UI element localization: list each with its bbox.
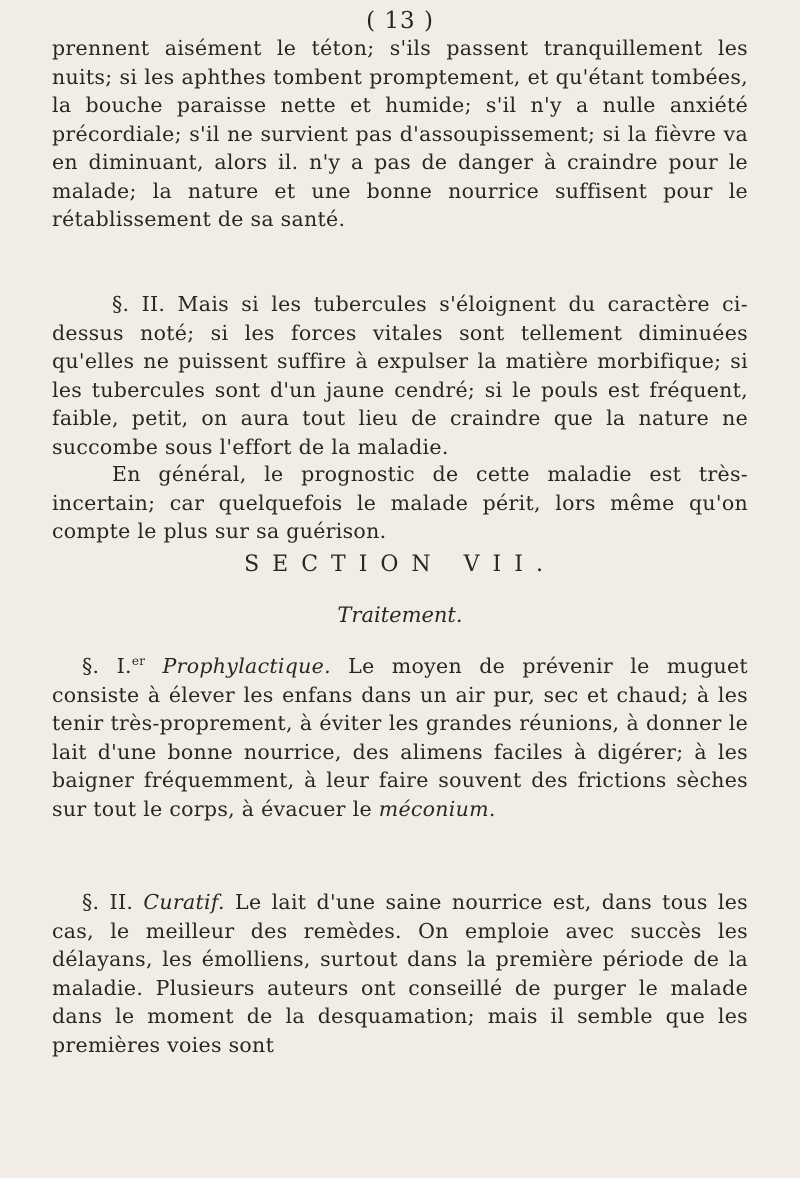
paragraph-prognosis bbox=[52, 460, 748, 546]
paragraph-prognosis-text: En général, le prognostic de cette maladie est très-incertain; car quelquefois le malade périt, lors même qu'on compte le plus sur sa guérison. bbox=[52, 462, 748, 543]
paragraph-prophylactic bbox=[52, 652, 748, 823]
paragraph-prophylactic-text bbox=[52, 652, 748, 823]
paragraph-end: . bbox=[488, 796, 496, 821]
paragraph-section-2-text: §. II. Mais si les tubercules s'éloignent du caractère ci-dessus noté; si les forces vitales sont tellement diminuées qu'elles ne puissent suffire à expulser la matière morbifique; si les tubercules sont d'un jaune cendré; si le pouls est fréquent, faible, petit, on aura tout lieu de craindre que la nature ne succombe sous l'effort de la maladie. bbox=[52, 292, 748, 459]
section-subtitle: Traitement. bbox=[337, 603, 463, 627]
section-heading: SECTION VII. bbox=[244, 552, 556, 577]
paragraph-curative-text bbox=[52, 888, 748, 1059]
paragraph-term: méconium bbox=[378, 796, 489, 821]
paragraph-marker: §. I. bbox=[82, 654, 132, 678]
paragraph-body: Le moyen de prévenir le muguet consiste à élever les enfans dans un air pur, sec et chaud; à les tenir très-proprement, à éviter les grandes réunions, à donner le lait d'une bonne nourrice, des alimens faciles à digérer; à les baigner fréquemment, à leur faire souvent des frictions sèches sur tout le corps, à évacuer le bbox=[52, 654, 748, 821]
paragraph-body: Le lait d'une saine nourrice est, dans tous les cas, le meilleur des remèdes. On emploie avec succès les délayans, les émolliens, surtout dans la première période de la maladie. Plusieurs auteurs ont conseillé de purger le malade dans le moment de la desquamation; mais il semble que les premières voies sont bbox=[52, 890, 748, 1057]
paragraph-title: Prophylactique. bbox=[162, 654, 331, 678]
paragraph-curative bbox=[52, 888, 748, 1059]
paragraph-marker: §. II. bbox=[82, 890, 134, 914]
paragraph-intro bbox=[52, 34, 748, 234]
paragraph-intro-text: prennent aisément le téton; s'ils passent tranquillement les nuits; si les aphthes tombent promptement, et qu'étant tombées, la bouche paraisse nette et humide; s'il n'y a nulle anxiété précordiale; s'il ne survient pas d'assoupissement; si la fièvre va en diminuant, alors il. n'y a pas de danger à craindre pour le malade; la nature et une bonne nourrice suffisent pour le rétablissement de sa santé. bbox=[52, 36, 748, 231]
page-number: ( 13 ) bbox=[366, 8, 434, 34]
paragraph-title: Curatif. bbox=[143, 890, 225, 914]
marker-superscript: er bbox=[131, 654, 146, 669]
paragraph-section-2 bbox=[52, 290, 748, 461]
